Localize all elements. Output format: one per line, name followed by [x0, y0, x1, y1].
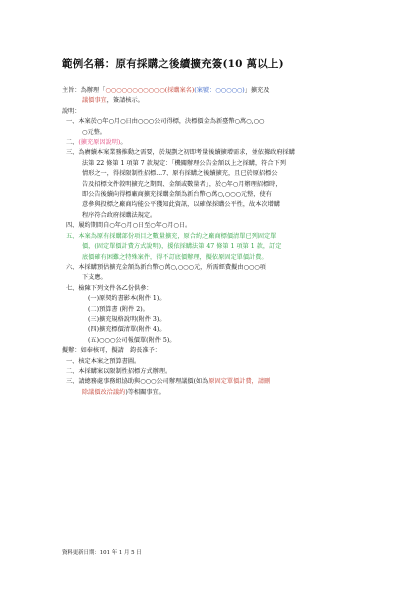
- document-body: 主旨：為辦理「○○○○○○○○○○○(採購案名)(案號：○○○○○)」擴充及 議價事宜，簽請核示。 說明： 一、本案於○年○月○日由○○○公司得標，決標價金為新臺幣○萬○,○○ ○元整。 二、(擴充原因說明)。 三、為賡續本案業務推動之需要，於規劃之初即考量後續擴增需求，並依據政府採購 法第 22 條第 1 項第 7 款規定：「機關辦理公告金額以上之採購，符合下列 情形之一，得採限制性招標...7、原有採購之後續擴充，且已於原招標公 告及招標文件敘明擴充之期間、金額或數量者」，於○年○月辦理招標時， 即公告後續向得標廠商擴充採購金額為新台幣○萬○,○○○元整，使有 意參與投標之廠商均能公平獲知此資訊，以確保採購公平性，故本次增購 程序符合政府採購法規定。 四、履約期間自○年○月○日至○年○月○日。 五、本案為原有採購部份項目之數量擴充，原合約之廠商標價清單已列固定單 價，(固定單價計費方式說明)，援依採購法第 47 條第 1 項第 1 款，訂定 底價確有困難之特殊案件，得不訂底價辦理，擬依原固定單價計費。 六、本採購預估擴充金額為新台幣○萬○,○○○元，所需經費擬由○○○項 下支應。 七、檢陳下列文件各乙份供參： (一)原契約書影本(附件 1)。 (二)預算書 (附件 2)。 (三)擴充規格說明(附件 3)。 (四)擴充標價清單(附件 4)。 (五)○○○公司報價單(附件 5)。 擬辦：如奉核可，擬請 鈞長准予： 一、核定本案之預算書圖。 二、本採購案以限制性招標方式辦理。 三、請總務處事務組協助與○○○公司辦理議價(如為原固定單價計費，請刪 除議價改洽議約)等相關事宜。: [62, 86, 358, 398]
- proposal-line: 擬辦：如奉核可，擬請 鈞長准予：: [62, 347, 161, 355]
- case-name: (採購案名): [164, 87, 195, 94]
- update-date-footer: 資料更新日期：101 年 1 月 5 日: [62, 550, 142, 556]
- attachment-3: (三)擴充規格說明(附件 3)。: [88, 315, 166, 323]
- case-circles: ○○○○○○○○○○○: [105, 87, 165, 94]
- document-title: 範例名稱：原有採購之後續擴充簽(10 萬以上): [62, 58, 284, 70]
- proposal-item-2: 二、本採購案以限制性招標方式辦理。: [66, 367, 172, 375]
- subject-label: 主旨：: [62, 87, 81, 94]
- case-number: ○○○○○: [215, 87, 243, 94]
- attachment-5: (五)○○○公司報價單(附件 5)。: [88, 336, 176, 344]
- item-6: 六、本採購預估擴充金額為新台幣○萬○,○○○元，所需經費擬由○○○項: [66, 263, 266, 271]
- subject-line: 主旨：為辦理「○○○○○○○○○○○(採購案名)(案號：○○○○○)」擴充及: [62, 87, 270, 94]
- attachment-1: (一)原契約書影本(附件 1)。: [88, 295, 166, 303]
- proposal-label: 擬辦：: [62, 347, 81, 355]
- item-7: 七、檢陳下列文件各乙份供參：: [66, 284, 153, 292]
- explain-label: 說明：: [62, 107, 81, 115]
- item-1: 一、本案於○年○月○日由○○○公司得標，決標價金為新臺幣○萬○,○○: [66, 118, 265, 126]
- item-5: 五、本案為原有採購部份項目之數量擴充，原合約之廠商標價清單已列固定單: [66, 232, 277, 240]
- item-2: 二、(擴充原因說明)。: [66, 139, 127, 147]
- proposal-item-3: 三、請總務處事務組協助與○○○公司辦理議價(如為原固定單價計費，請刪: [66, 378, 271, 386]
- item-3: 三、為賡續本案業務推動之需要，於規劃之初即考量後續擴增需求，並依據政府採購: [66, 149, 295, 157]
- proposal-item-1: 一、核定本案之預算書圖。: [66, 357, 141, 365]
- attachment-2: (二)預算書 (附件 2)。: [88, 305, 149, 313]
- attachment-4: (四)擴充標價清單(附件 4)。: [88, 326, 166, 334]
- item-4: 四、履約期間自○年○月○日至○年○月○日。: [66, 222, 192, 230]
- subject-line-2: 議價事宜，簽請核示。: [82, 97, 144, 105]
